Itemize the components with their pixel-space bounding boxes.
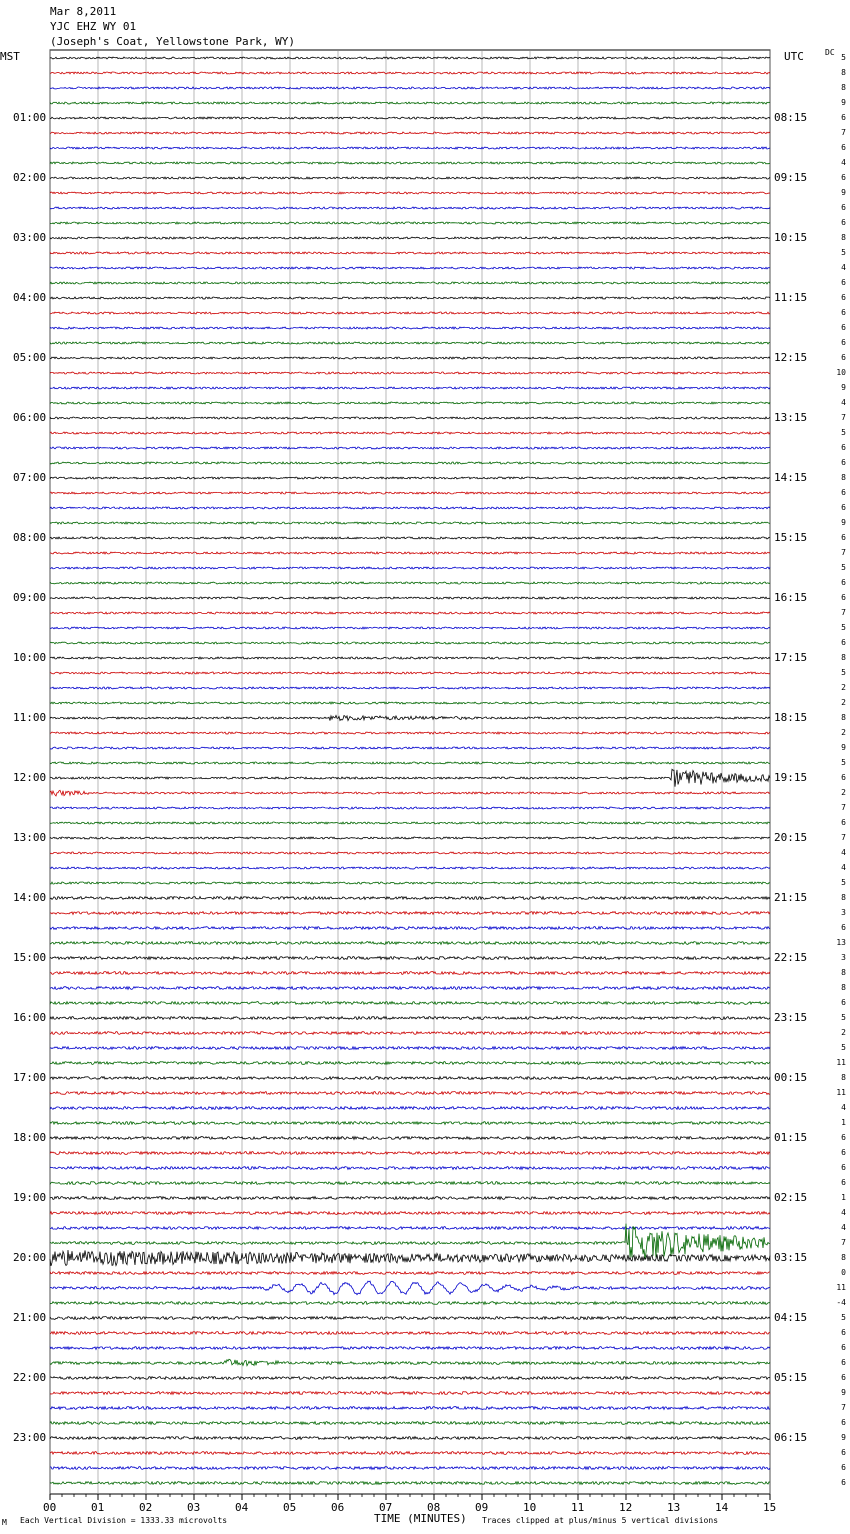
seismic-trace: [50, 867, 770, 869]
left-hour-label: 10:00: [13, 651, 47, 664]
seismic-trace: [50, 162, 770, 164]
seismic-trace: [50, 1077, 770, 1080]
seismic-trace: [50, 447, 770, 449]
dc-offset-value: 6: [841, 1463, 846, 1472]
seismic-trace: [50, 477, 770, 479]
seismic-trace: [50, 567, 770, 569]
x-tick-label: 13: [667, 1501, 681, 1514]
dc-offset-value: 6: [841, 308, 846, 317]
seismic-trace: [50, 582, 770, 584]
seismic-trace: [50, 1062, 770, 1065]
scale-note: Each Vertical Division = 1333.33 microvolts: [20, 1516, 228, 1525]
dc-offset-value: 8: [841, 653, 846, 662]
seismic-trace: [50, 912, 770, 915]
seismic-trace: [50, 1152, 770, 1155]
seismic-trace: [50, 117, 770, 119]
right-hour-label: 08:15: [774, 111, 808, 124]
left-hour-label: 16:00: [13, 1011, 47, 1024]
seismic-trace: [50, 57, 770, 59]
dc-offset-value: 3: [841, 908, 846, 917]
dc-offset-value: 7: [841, 833, 846, 842]
seismic-trace: [50, 1227, 770, 1230]
station-location: (Joseph's Coat, Yellowstone Park, WY): [50, 35, 296, 48]
seismic-trace: [50, 1452, 770, 1455]
right-hour-label: 22:15: [774, 951, 808, 964]
seismic-trace: [50, 552, 770, 554]
dc-offset-value: 6: [841, 203, 846, 212]
seismic-trace: [50, 716, 770, 721]
left-hour-label: 12:00: [13, 771, 47, 784]
dc-offset-value: 6: [841, 458, 846, 467]
dc-offset-value: 4: [841, 863, 846, 872]
dc-offset-value: 8: [841, 1253, 846, 1262]
right-hour-label: 19:15: [774, 771, 808, 784]
dc-offset-value: 6: [841, 1418, 846, 1427]
seismic-trace: [50, 942, 770, 945]
seismic-trace: [50, 972, 770, 975]
seismic-trace: [50, 432, 770, 434]
dc-offset-value: 6: [841, 173, 846, 182]
x-axis-title: TIME (MINUTES): [374, 1512, 467, 1525]
seismic-trace: [50, 1359, 770, 1366]
left-hour-label: 11:00: [13, 711, 47, 724]
left-hour-label: 03:00: [13, 231, 47, 244]
seismic-trace: [50, 1422, 770, 1425]
dc-offset-value: 5: [841, 248, 846, 257]
seismic-trace: [50, 192, 770, 194]
x-tick-label: 03: [187, 1501, 201, 1514]
dc-offset-value: 5: [841, 758, 846, 767]
left-hour-label: 15:00: [13, 951, 47, 964]
seismic-trace: [50, 1332, 770, 1335]
x-tick-label: 10: [523, 1501, 537, 1514]
right-hour-label: 18:15: [774, 711, 808, 724]
dc-offset-value: -4: [836, 1298, 846, 1307]
seismic-trace: [50, 1392, 770, 1395]
left-hour-label: 04:00: [13, 291, 47, 304]
dc-offset-value: 6: [841, 1358, 846, 1367]
x-tick-label: 00: [43, 1501, 57, 1514]
left-hour-label: 05:00: [13, 351, 47, 364]
seismic-trace: [50, 387, 770, 389]
seismic-trace: [50, 417, 770, 419]
right-hour-label: 01:15: [774, 1131, 808, 1144]
dc-offset-value: 1: [841, 1193, 846, 1202]
dc-offset-value: 6: [841, 923, 846, 932]
dc-offset-value: 6: [841, 1448, 846, 1457]
x-tick-label: 06: [331, 1501, 345, 1514]
left-hour-label: 06:00: [13, 411, 47, 424]
dc-offset-value: 6: [841, 1148, 846, 1157]
dc-offset-value: 5: [841, 668, 846, 677]
seismic-trace: [50, 1107, 770, 1110]
dc-offset-value: 5: [841, 878, 846, 887]
left-hour-label: 14:00: [13, 891, 47, 904]
seismic-trace: [50, 769, 770, 786]
seismic-trace: [50, 1377, 770, 1380]
dc-offset-value: 8: [841, 68, 846, 77]
seismic-trace: [50, 357, 770, 359]
seismic-trace: [50, 987, 770, 990]
dc-offset-value: 4: [841, 848, 846, 857]
dc-offset-value: 8: [841, 713, 846, 722]
dc-offset-value: 6: [841, 218, 846, 227]
seismic-trace: [50, 522, 770, 524]
seismic-trace: [50, 462, 770, 464]
right-hour-label: 14:15: [774, 471, 808, 484]
seismic-trace: [50, 282, 770, 284]
seismic-trace: [50, 132, 770, 134]
left-hour-label: 09:00: [13, 591, 47, 604]
dc-offset-value: 13: [836, 938, 846, 947]
corner-mark: M: [2, 1518, 7, 1527]
dc-offset-value: 9: [841, 98, 846, 107]
dc-offset-value: 5: [841, 1013, 846, 1022]
dc-offset-value: 6: [841, 1373, 846, 1382]
seismic-trace: [50, 687, 770, 689]
seismic-trace: [50, 702, 770, 704]
seismic-trace: [50, 882, 770, 884]
seismic-trace: [50, 222, 770, 224]
dc-offset-value: 11: [836, 1058, 846, 1067]
dc-offset-value: 2: [841, 698, 846, 707]
left-hour-label: 20:00: [13, 1251, 47, 1264]
dc-offset-value: 6: [841, 143, 846, 152]
dc-offset-value: 8: [841, 473, 846, 482]
seismic-trace: [50, 642, 770, 644]
seismic-trace: [50, 1137, 770, 1140]
seismic-trace: [50, 402, 770, 404]
right-hour-label: 15:15: [774, 531, 808, 544]
left-hour-label: 02:00: [13, 171, 47, 184]
right-hour-label: 02:15: [774, 1191, 808, 1204]
left-hour-label: 18:00: [13, 1131, 47, 1144]
seismic-trace: [50, 1482, 770, 1485]
dc-offset-value: 7: [841, 1238, 846, 1247]
seismic-trace: [50, 897, 770, 900]
seismic-trace: [50, 207, 770, 209]
right-hour-label: 05:15: [774, 1371, 808, 1384]
seismic-trace: [50, 237, 770, 239]
seismic-trace: [50, 507, 770, 509]
dc-offset-value: 5: [841, 428, 846, 437]
left-hour-label: 17:00: [13, 1071, 47, 1084]
dc-offset-value: 6: [841, 638, 846, 647]
seismic-trace: [50, 732, 770, 734]
seismic-trace: [50, 1407, 770, 1410]
dc-offset-value: 6: [841, 278, 846, 287]
station-id: YJC EHZ WY 01: [50, 20, 137, 33]
seismic-trace: [50, 177, 770, 179]
recording-date: Mar 8,2011: [50, 5, 117, 18]
dc-offset-value: 5: [841, 623, 846, 632]
dc-offset-value: 9: [841, 1433, 846, 1442]
dc-offset-value: 6: [841, 998, 846, 1007]
x-tick-label: 08: [427, 1501, 441, 1514]
right-hour-label: 09:15: [774, 171, 808, 184]
x-tick-label: 14: [715, 1501, 729, 1514]
seismic-trace: [50, 762, 770, 764]
dc-offset-value: 5: [841, 53, 846, 62]
seismic-trace: [50, 837, 770, 839]
left-hour-label: 07:00: [13, 471, 47, 484]
seismic-trace: [50, 1317, 770, 1320]
dc-offset-value: 6: [841, 1133, 846, 1142]
dc-offset-value: 2: [841, 683, 846, 692]
dc-offset-value: 6: [841, 1328, 846, 1337]
seismic-trace: [50, 492, 770, 494]
seismic-trace: [50, 1032, 770, 1035]
seismic-trace: [50, 612, 770, 614]
left-hour-label: 21:00: [13, 1311, 47, 1324]
dc-offset-value: 8: [841, 983, 846, 992]
dc-offset-value: 2: [841, 728, 846, 737]
left-hour-label: 08:00: [13, 531, 47, 544]
left-timezone-label: MST: [0, 50, 20, 63]
seismic-trace: [50, 1467, 770, 1470]
right-hour-label: 00:15: [774, 1071, 808, 1084]
seismic-trace: [50, 342, 770, 344]
dc-offset-value: 6: [841, 818, 846, 827]
seismic-trace: [50, 1281, 770, 1295]
dc-offset-value: 6: [841, 113, 846, 122]
seismic-trace: [50, 267, 770, 269]
seismic-trace: [50, 87, 770, 89]
dc-offset-value: 4: [841, 158, 846, 167]
dc-offset-value: 6: [841, 1478, 846, 1487]
dc-offset-value: 4: [841, 398, 846, 407]
dc-offset-value: 6: [841, 533, 846, 542]
x-tick-label: 12: [619, 1501, 633, 1514]
dc-offset-value: 9: [841, 743, 846, 752]
plot-frame: [50, 50, 770, 1494]
seismic-trace: [50, 807, 770, 809]
dc-offset-value: 8: [841, 233, 846, 242]
dc-offset-value: 6: [841, 503, 846, 512]
x-tick-label: 09: [475, 1501, 489, 1514]
dc-offset-value: 8: [841, 968, 846, 977]
x-tick-label: 02: [139, 1501, 153, 1514]
dc-offset-value: 5: [841, 1043, 846, 1052]
seismic-trace: [50, 927, 770, 930]
dc-offset-value: 6: [841, 338, 846, 347]
dc-offset-value: 6: [841, 593, 846, 602]
dc-offset-value: 2: [841, 788, 846, 797]
seismic-trace: [50, 1197, 770, 1200]
dc-offset-value: 9: [841, 1388, 846, 1397]
dc-offset-value: 8: [841, 83, 846, 92]
dc-offset-value: 6: [841, 293, 846, 302]
right-hour-label: 12:15: [774, 351, 808, 364]
dc-offset-value: 8: [841, 1073, 846, 1082]
dc-offset-value: 6: [841, 1343, 846, 1352]
x-tick-label: 05: [283, 1501, 297, 1514]
seismic-trace: [50, 1122, 770, 1125]
seismic-trace: [50, 747, 770, 749]
seismic-trace: [50, 790, 770, 796]
seismic-trace: [50, 1437, 770, 1440]
seismic-trace: [50, 252, 770, 254]
x-tick-label: 01: [91, 1501, 105, 1514]
dc-offset-value: 7: [841, 548, 846, 557]
left-hour-label: 13:00: [13, 831, 47, 844]
seismic-trace: [50, 852, 770, 854]
dc-offset-value: 4: [841, 1223, 846, 1232]
dc-offset-value: 5: [841, 1313, 846, 1322]
dc-offset-value: 7: [841, 803, 846, 812]
seismic-trace: [50, 822, 770, 824]
seismic-trace: [50, 327, 770, 329]
x-tick-label: 11: [571, 1501, 585, 1514]
right-hour-label: 21:15: [774, 891, 808, 904]
right-hour-label: 13:15: [774, 411, 808, 424]
seismic-trace: [50, 1002, 770, 1005]
x-tick-label: 07: [379, 1501, 393, 1514]
dc-offset-value: 9: [841, 188, 846, 197]
seismic-trace: [50, 1302, 770, 1305]
seismic-trace: [50, 297, 770, 299]
seismic-trace: [50, 1167, 770, 1170]
right-hour-label: 23:15: [774, 1011, 808, 1024]
seismic-trace: [50, 1047, 770, 1050]
dc-offset-value: 4: [841, 1103, 846, 1112]
dc-offset-value: 6: [841, 578, 846, 587]
seismic-trace: [50, 1212, 770, 1215]
left-hour-label: 01:00: [13, 111, 47, 124]
left-hour-label: 23:00: [13, 1431, 47, 1444]
dc-offset-value: 11: [836, 1283, 846, 1292]
dc-offset-value: 7: [841, 413, 846, 422]
right-timezone-label: UTC: [784, 50, 804, 63]
seismic-trace: [50, 72, 770, 74]
right-hour-label: 17:15: [774, 651, 808, 664]
right-hour-label: 16:15: [774, 591, 808, 604]
dc-label: DC: [825, 48, 835, 57]
dc-offset-value: 2: [841, 1028, 846, 1037]
seismic-trace: [50, 672, 770, 674]
dc-offset-value: 6: [841, 773, 846, 782]
dc-offset-value: 6: [841, 323, 846, 332]
seismic-trace: [50, 1250, 770, 1266]
dc-offset-value: 9: [841, 518, 846, 527]
dc-offset-value: 6: [841, 353, 846, 362]
dc-offset-value: 6: [841, 1178, 846, 1187]
dc-offset-value: 6: [841, 443, 846, 452]
x-tick-label: 04: [235, 1501, 249, 1514]
dc-offset-value: 5: [841, 563, 846, 572]
left-hour-label: 22:00: [13, 1371, 47, 1384]
seismic-trace: [50, 597, 770, 599]
seismic-trace: [50, 102, 770, 104]
dc-offset-value: 10: [836, 368, 846, 377]
dc-offset-value: 7: [841, 1403, 846, 1412]
right-hour-label: 03:15: [774, 1251, 808, 1264]
right-hour-label: 10:15: [774, 231, 808, 244]
right-hour-label: 20:15: [774, 831, 808, 844]
clip-note: Traces clipped at plus/minus 5 vertical divisions: [482, 1516, 719, 1525]
seismic-trace: [50, 147, 770, 149]
dc-offset-value: 3: [841, 953, 846, 962]
seismic-trace: [50, 312, 770, 314]
x-tick-label: 15: [763, 1501, 777, 1514]
right-hour-label: 04:15: [774, 1311, 808, 1324]
dc-offset-value: 8: [841, 893, 846, 902]
dc-offset-value: 9: [841, 383, 846, 392]
right-hour-label: 11:15: [774, 291, 808, 304]
dc-offset-value: 6: [841, 1163, 846, 1172]
seismic-trace: [50, 1272, 770, 1275]
seismic-trace: [50, 1182, 770, 1185]
seismic-trace: [50, 957, 770, 960]
dc-offset-value: 6: [841, 488, 846, 497]
dc-offset-value: 1: [841, 1118, 846, 1127]
right-hour-label: 06:15: [774, 1431, 808, 1444]
dc-offset-value: 0: [841, 1268, 846, 1277]
seismic-trace: [50, 372, 770, 374]
dc-offset-value: 7: [841, 128, 846, 137]
dc-offset-value: 7: [841, 608, 846, 617]
seismic-trace: [50, 1347, 770, 1350]
seismic-trace: [50, 1017, 770, 1020]
dc-offset-value: 11: [836, 1088, 846, 1097]
seismic-trace: [50, 657, 770, 659]
seismic-trace: [50, 537, 770, 539]
dc-offset-value: 4: [841, 263, 846, 272]
dc-offset-value: 4: [841, 1208, 846, 1217]
seismic-trace: [50, 1092, 770, 1095]
left-hour-label: 19:00: [13, 1191, 47, 1204]
seismic-trace: [50, 627, 770, 629]
